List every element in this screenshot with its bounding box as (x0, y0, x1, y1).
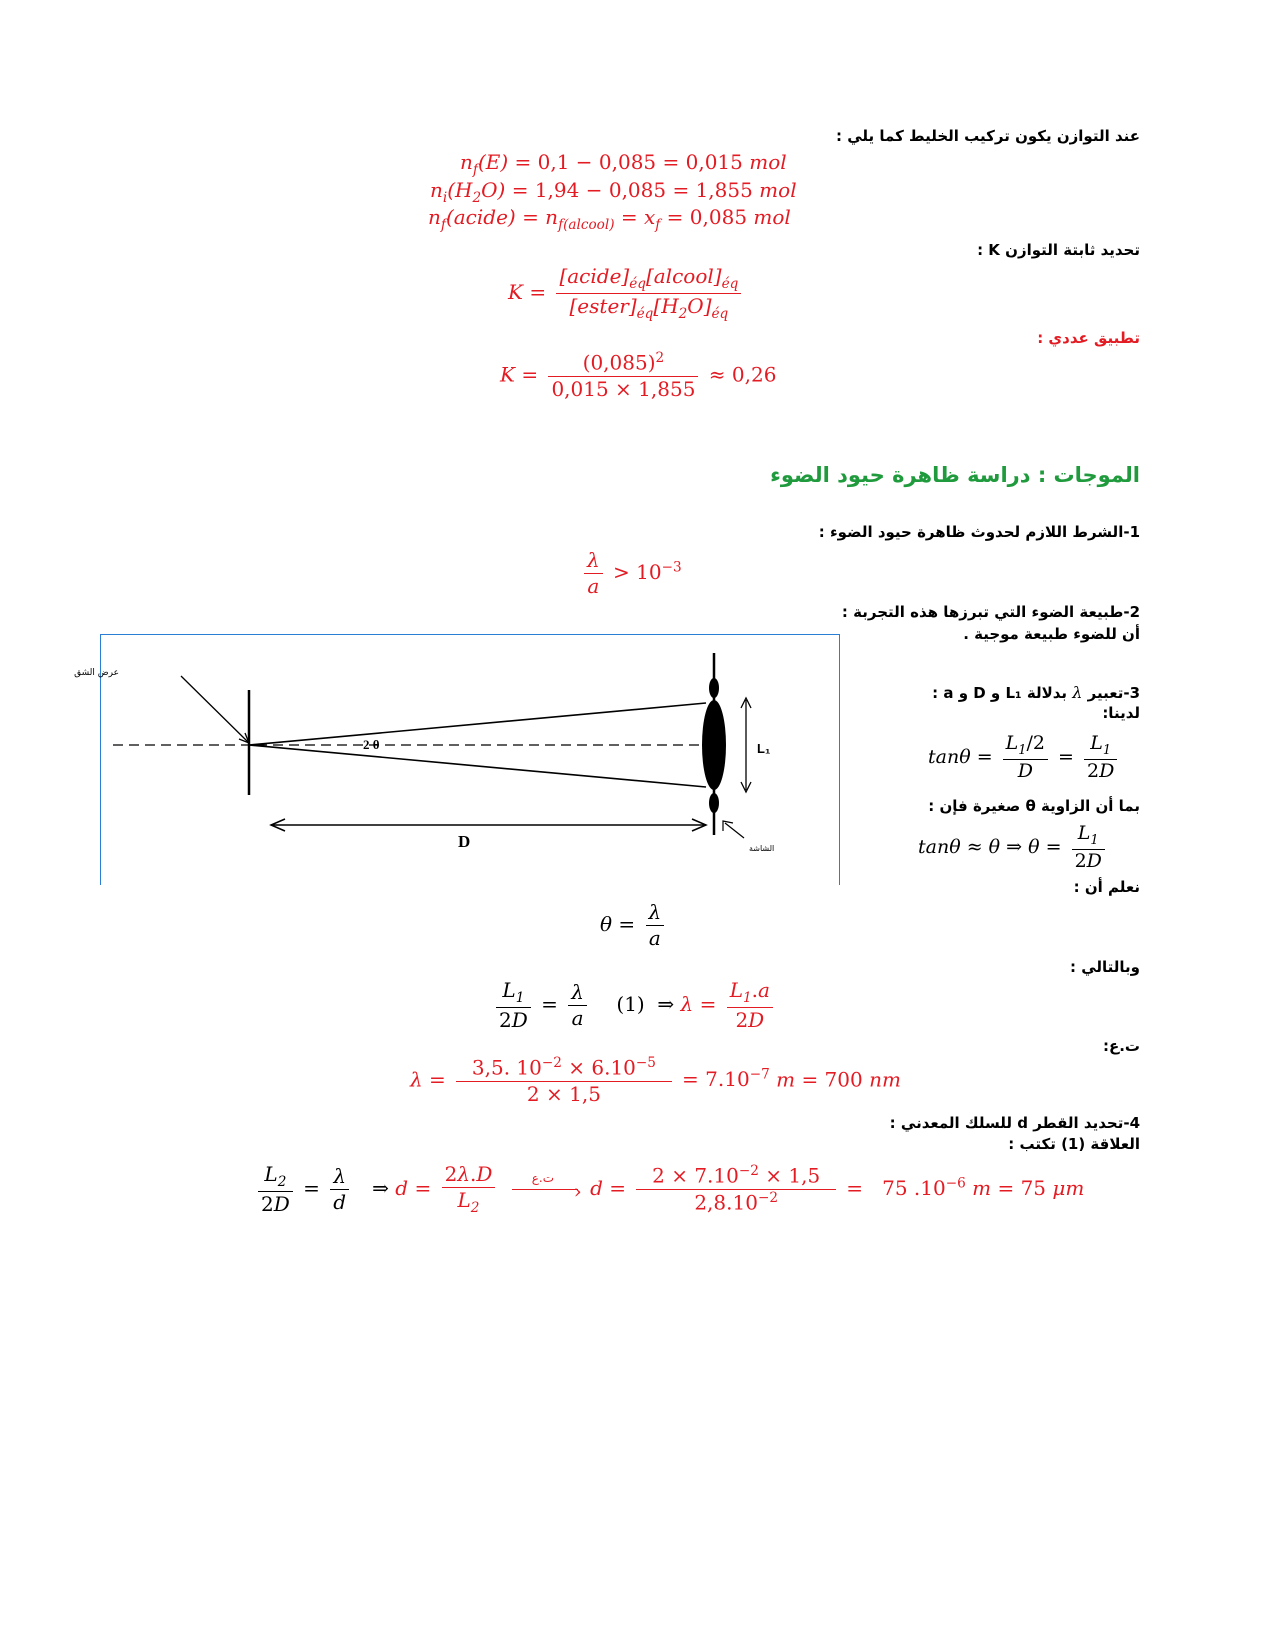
screen-label: الشاشة (749, 844, 775, 853)
slit-label: عرض الشق (74, 668, 119, 678)
diffraction-diagram (74, 635, 839, 885)
formula-diffraction-condition: $\frac{\lambda}{a}$ > $10^{-3}$ (580, 548, 682, 599)
thus-label: وبالتالي : (1069, 958, 1140, 976)
angle-label: 2 θ (363, 737, 380, 752)
formula-diameter: $\frac{L_2}{2D}$ = $\frac{\lambda}{d}$ ⇒ d = $\frac{2\lambda.D}{L_2}$ ت.ع › d = $\frac{2 \times 7.10^{-2} \times 1,5}{2,8.10^{-2}}$ = 75 $.10^{-6}$ m = 75 μm (254, 1162, 1084, 1217)
secondary-fringe-bottom (709, 793, 719, 813)
formula-lambda-numeric: λ = $\frac{3,5. 10^{-2} \times 6.10^{-5}}{2 \times 1,5}$ = $7.10^{-7}$ m = 700 nm (410, 1055, 901, 1106)
slit-pointer (181, 676, 249, 743)
question-3: 3-تعبير λ بدلالة L₁ و D و a : (932, 683, 1140, 702)
answer-2: أن للضوء طبيعة موجية . (963, 625, 1140, 643)
secondary-fringe-top (709, 678, 719, 698)
screen-pointer (725, 823, 744, 838)
waves-title: الموجات : دراسة ظاهرة حيود الضوء (770, 463, 1140, 487)
formula-relation-1: $\frac{L_1}{2D}$ = $\frac{\lambda}{a}$ (1) ⇒ λ = $\frac{L_1.a}{2D}$ (492, 978, 777, 1033)
numeric-arrow-label: ت.ع (531, 1171, 555, 1185)
formula-nf-ester: $n_f(E) = 0,1 - 0,085 = 0,015$ mol (460, 150, 787, 178)
relation-written-label: العلاقة (1) تكتب : (1008, 1135, 1140, 1153)
distance-label: D (458, 832, 471, 851)
q3-lambda-symbol: λ (1072, 683, 1083, 702)
formula-ni-water: $n_i(H_2O) = 1,94 - 0,085 = 1,855$ mol (430, 178, 797, 206)
l1-label: L₁ (757, 741, 771, 756)
question-1: 1-الشرط اللازم لحدوث ظاهرة حيود الضوء : (818, 523, 1140, 541)
numeric-arrow: ت.ع › (512, 1189, 578, 1190)
formula-k-definition: K = $\frac{[acide]_{éq}[alcool]_{éq}}{[ester]_{éq}[H_2O]_{éq}}$ (508, 264, 745, 323)
we-have-label: لدينا: (1102, 704, 1140, 722)
small-angle-label: بما أن الزاوية θ صغيرة فإن : (928, 797, 1140, 815)
question-4: 4-تحديد القطر d للسلك المعدني : (889, 1114, 1140, 1132)
formula-tan-theta: tanθ = $\frac{L_1/2}{D}$ = $\frac{L_1}{2D}$ (928, 732, 1121, 784)
formula-k-numeric: K = $\frac{(0,085)^2}{0,015 \times 1,855}$ ≈ 0,26 (500, 350, 777, 401)
numeric-heading: تطبيق عددي : (1037, 329, 1140, 347)
we-know-label: نعلم أن : (1073, 878, 1140, 896)
formula-theta: θ = $\frac{\lambda}{a}$ (600, 900, 668, 951)
numeric-label: ت.ع: (1102, 1037, 1140, 1055)
formula-small-angle: tanθ ≈ θ ⇒ θ = $\frac{L_1}{2D}$ (918, 822, 1109, 874)
k-heading: تحديد ثابتة التوازن K : (977, 241, 1140, 259)
equilibrium-heading: عند التوازن يكون تركيب الخليط كما يلي : (836, 127, 1140, 145)
lower-ray (249, 745, 706, 787)
formula-nf-acid: $n_f(acide) = n_{f(alcool)} = x_f = 0,085$ mol (428, 205, 791, 233)
question-2: 2-طبيعة الضوء التي تبرزها هذه التجربة : (841, 603, 1140, 621)
diffraction-figure (74, 634, 840, 885)
central-fringe (702, 700, 726, 790)
upper-ray (249, 703, 706, 745)
